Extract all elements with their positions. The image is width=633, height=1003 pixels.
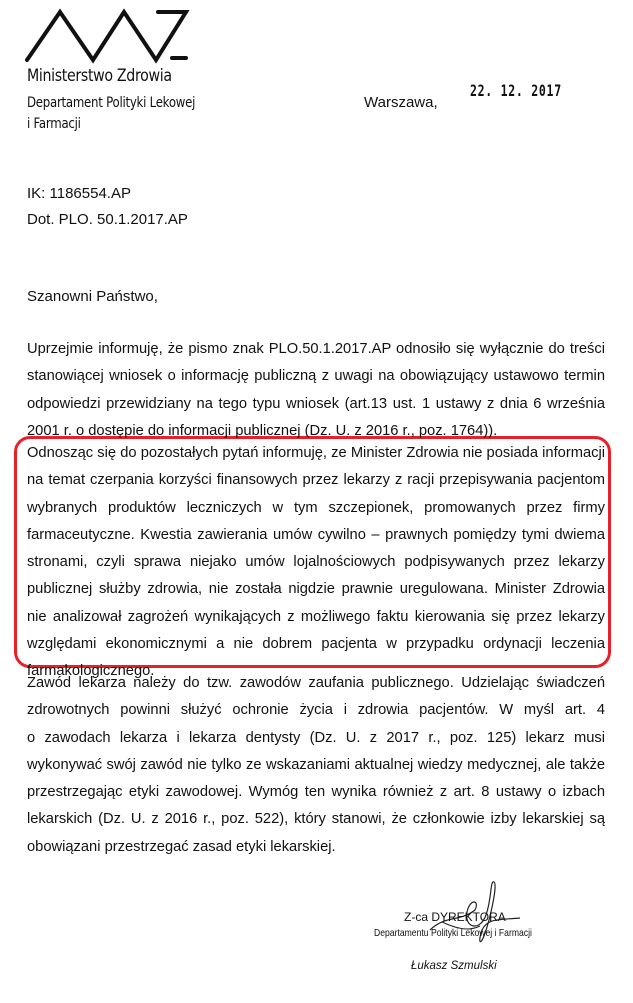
ministry-name: Ministerstwo Zdrowia [27,66,172,85]
text-line: publicznej służby zdrowia, nie została nigdzie prawnie uregulowana. Minister Zdrowia [27,581,605,598]
signatory-title: Z-ca DYREKTORA [404,910,506,924]
signatory-department: Departamentu Polityki Lekowej i Farmacji [374,927,532,939]
text-line: 2001 r. o dostępie do informacji publicznej (Dz. U. z 2016 r., poz. 1764)). [27,422,498,439]
text-line: na temat czerpania korzyści finansowych przez lekarzy z racji przepisywania pacjentom [27,472,605,489]
paragraph-1 [27,336,605,445]
paragraph-3 [27,670,605,861]
text-line: Odnosząc się do pozostałych pytań informuję, ze Minister Zdrowia nie posiada informacji [27,445,605,461]
text-line: Zawód lekarza należy do tzw. zawodów zaufania publicznego. Udzielając świadczeń [27,675,605,691]
text-line: względami ekonomicznymi a nie dobrem pacjenta w przypadku ordynacji leczenia [27,636,605,653]
text-line: lekarskich (Dz. U. z 2016 r., poz. 522), który stanowi, że członkowie izby lekarskiej są [27,811,605,828]
text-line: o zawodach lekarza i lekarza dentysty (Dz. U. z 2017 r., poz. 125) lekarz musi [27,729,605,746]
department-name-line1: Departament Polityki Lekowej [27,95,196,111]
greeting: Szanowni Państwo, [27,288,158,305]
text-line: farmaceutyczne. Kwestia zawierania umów cywilno – prawnych pomiędzy tymi dwiema [27,526,605,543]
text-line: wykonywać swój zawód nie tylko ze wskazaniami aktualnej wiedzy medycznej, ale także [27,756,605,773]
text-line: zdrowotnych powinni służyć ochronie życia i zdrowia pacjentów. W myśl art. 4 [27,702,605,719]
text-line: stronami, czyli sprawa niejako umów lojalnościowych podpisywanych przez lekarzy [27,554,605,571]
ministry-of-health-logo [0,0,200,70]
text-line: farmakologicznego. [27,663,155,680]
text-line: Uprzejmie informuję, że pismo znak PLO.50.1.2017.AP odnosiło się wyłącznie do treści [27,341,605,357]
signatory-name: Łukasz Szmulski [411,960,497,972]
city-label: Warszawa, [364,94,438,111]
dot-reference: Dot. PLO. 50.1.2017.AP [27,211,188,228]
text-line: wybranych produktów leczniczych w tym szczepionek, promowanych przez firmy [27,499,605,516]
date-stamp: 22. 12. 2017 [470,81,562,100]
text-line: stanowiącej wniosek o informację publiczną z uwagi na obowiązujący ustawowo termin [27,368,605,385]
ik-reference: IK: 1186554.AP [27,185,131,202]
text-line: przestrzegając etyki zawodowej. Wymóg ten wynika również z art. 8 ustawy o izbach [27,784,605,801]
text-line: odpowiedzi przewidziany na tego typu wniosek (art.13 ust. 1 ustawy z dnia 6 września [27,395,605,412]
logo-zigzag [27,12,186,60]
text-line: nie analizował zagrożeń wynikających z możliwego faktu kierowania się przez lekarzy [27,608,605,625]
paragraph-2-highlighted [27,440,605,686]
department-name-line2: i Farmacji [27,116,81,132]
text-line: obowiązani przestrzegać zasad etyki lekarskiej. [27,838,336,855]
